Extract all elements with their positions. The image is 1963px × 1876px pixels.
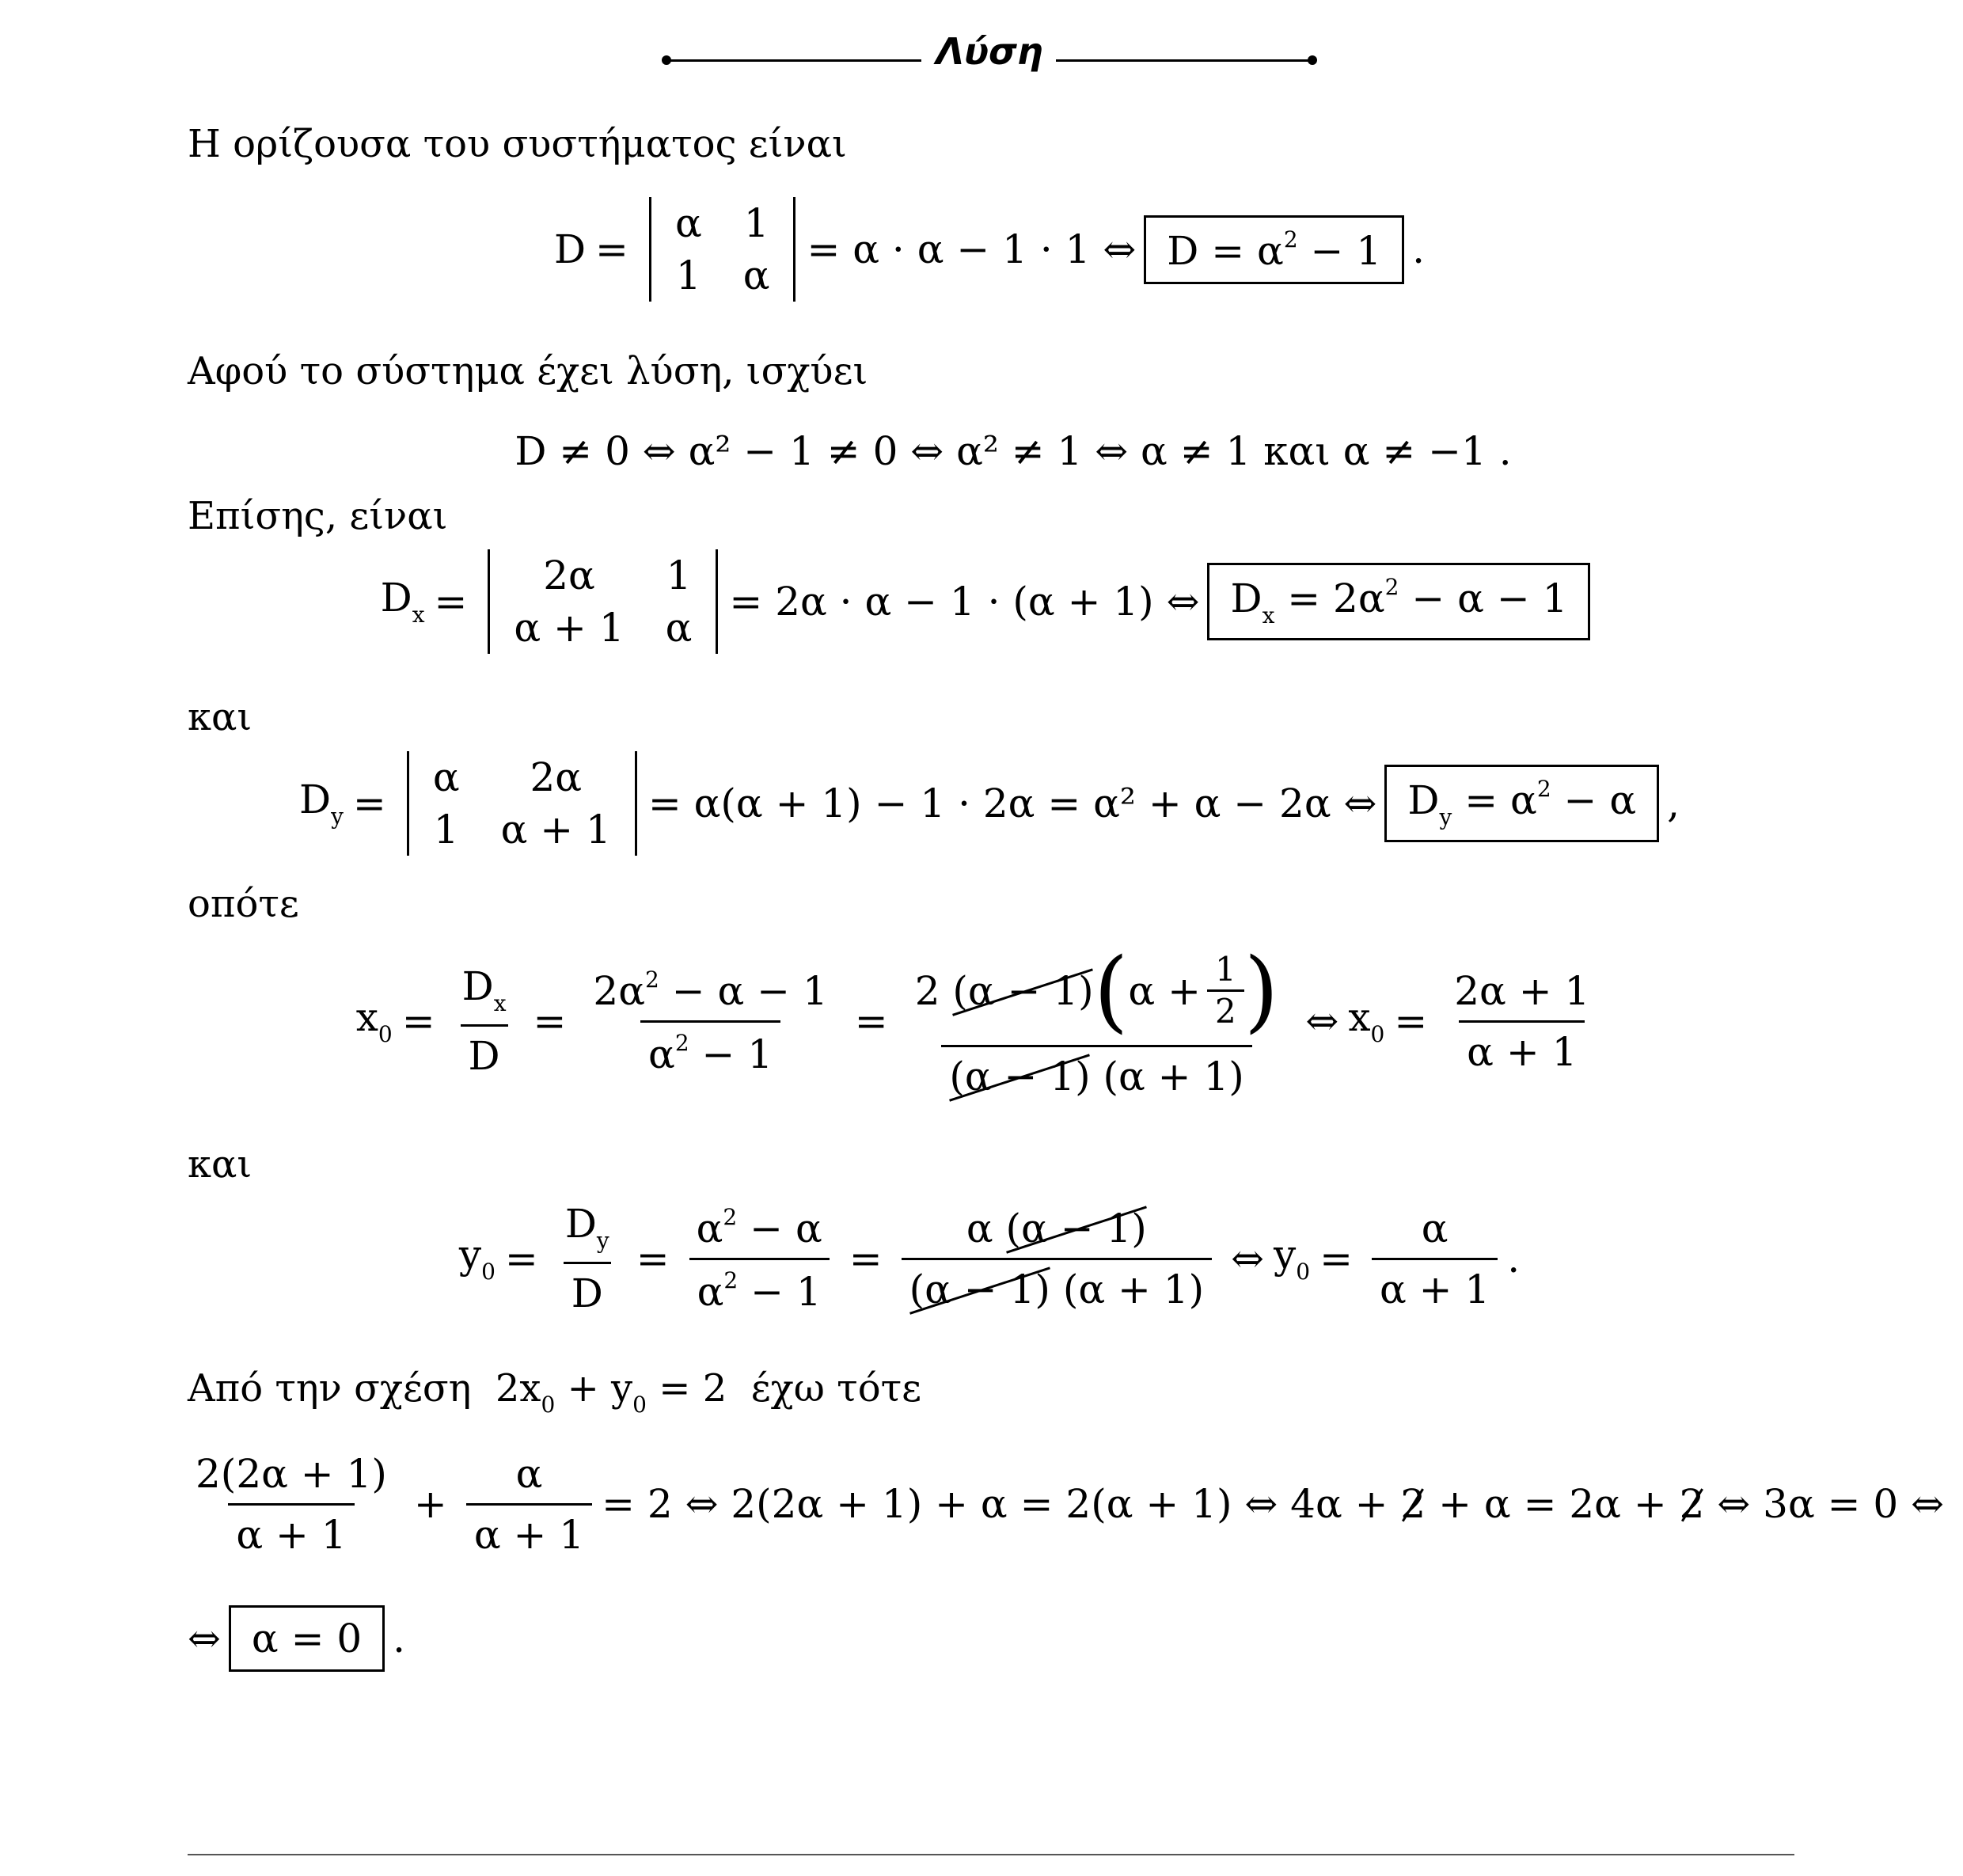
equation-condition: D ≠ 0 ⇔ α² − 1 ≠ 0 ⇔ α² ≠ 1 ⇔ α ≠ 1 και α ≠ −1 . [514, 428, 1512, 474]
fraction-x0-expanded: $\frac{2\alpha^2 - \alpha - 1}{\alpha^2 - 1}$ [593, 966, 828, 1077]
result-box-Dx: $D_x = 2\alpha^2 - \alpha - 1$ [1207, 563, 1590, 640]
fraction-Dx-over-D: $\frac{D_x}{D}$ [454, 966, 514, 1076]
header-title: Λύση [936, 30, 1043, 73]
equation-determinant-Dx: $D_x$ = 2α 1 α + 1 α = 2α · α − 1 · (α + 1) ⇔ $D_x = 2\alpha^2 - \alpha - 1$ [443, 542, 1536, 661]
text-and-2: και [188, 1142, 252, 1187]
header-line-left [666, 59, 921, 62]
fraction-y0-result: $\frac{\alpha}{\alpha + 1}$ [1372, 1209, 1498, 1309]
text-from-relation: Από την σχέση $2x_0 + y_0 = 2$ έχω τότε [188, 1366, 922, 1418]
fraction-term-2: $\frac{\alpha}{\alpha + 1}$ [466, 1454, 592, 1555]
determinant-Dx-matrix: 2α 1 α + 1 α [488, 549, 718, 654]
header-dot-right [1308, 55, 1317, 65]
text-so: οπότε [188, 882, 299, 926]
relation-2x0-y0: $2x_0 + y_0 = 2$ [495, 1366, 727, 1418]
equation-determinant-Dy: $D_y$ = α 2α 1 α + 1 = α(α + 1) − 1 · 2α = α² + α − 2α ⇔ $D_y = \alpha^2 - \alpha$ , [364, 744, 1615, 863]
fraction-y0-expanded: $\frac{\alpha^2 - \alpha}{\alpha^2 - 1}$ [689, 1206, 830, 1312]
cancelled-factor: (α − 1) [949, 1053, 1091, 1099]
text-and-1: και [188, 695, 252, 739]
fraction-x0-result: $\frac{2\alpha + 1}{\alpha + 1}$ [1454, 967, 1590, 1075]
determinant-Dy-matrix: α 2α 1 α + 1 [407, 751, 637, 856]
cancelled-two: 2 [1400, 1481, 1426, 1527]
determinant-D-matrix: α 1 1 α [649, 197, 796, 302]
equation-x0: $x_0$ = $\frac{D_x}{D}$ = $\frac{2\alpha^2 - \alpha - 1}{\alpha^2 - 1}$ = 2 (α − 1) ( α + $\frac{1}{2}$ ) (α − 1) (α + 1) ⇔ $x_0$ = $\frac{2\alpha + 1}{\alpha + 1}$ [443, 926, 1520, 1116]
cancelled-two: 2 [1679, 1481, 1705, 1527]
cancelled-factor: (α − 1) [909, 1266, 1050, 1312]
result-box-Dy: $D_y = \alpha^2 - \alpha$ [1384, 765, 1659, 842]
header-line-right [1056, 59, 1311, 62]
footer-divider [188, 1854, 1794, 1855]
text-also: Επίσης, είναι [188, 494, 448, 538]
result-box-D: $D = \alpha^2 - 1$ [1144, 215, 1404, 284]
equation-y0: $y_0$ = $\frac{D_y}{D}$ = $\frac{\alpha^2 - \alpha}{\alpha^2 - 1}$ = $\frac{\alpha (\alpha - 1)}{(\alpha - 1) (\alpha + 1)}$ ⇔ $y_0$ = $\frac{\alpha}{\alpha + 1}$ . [458, 1201, 1521, 1316]
fraction-one-half: $\frac{1}{2}$ [1207, 953, 1244, 1028]
fraction-x0-factored: 2 (α − 1) ( α + $\frac{1}{2}$ ) (α − 1) (α + 1) [914, 939, 1279, 1099]
text-determinant-intro: Η ορίζουσα του συστήματος είναι [188, 122, 847, 166]
fraction-Dy-over-D: $\frac{D_y}{D}$ [557, 1204, 617, 1313]
equation-determinant-D: D = α 1 1 α = α · α − 1 · 1 ⇔ $D = \alpha^2 - 1$ . [586, 190, 1393, 309]
cancelled-factor: (α − 1) [952, 967, 1094, 1014]
fraction-y0-factored: $\frac{\alpha (\alpha - 1)}{(\alpha - 1) (\alpha + 1)}$ [902, 1209, 1212, 1309]
fraction-term-1: $\frac{2(2\alpha + 1)}{\alpha + 1}$ [196, 1450, 387, 1558]
equation-final-result: ⇔ α = 0 . [188, 1599, 405, 1678]
text-has-solution: Αφού το σύστημα έχει λύση, ισχύει [188, 349, 868, 393]
cancelled-factor: (α − 1) [1005, 1205, 1147, 1251]
equation-solve-alpha: $\frac{2(2\alpha + 1)}{\alpha + 1}$ + $\frac{\alpha}{\alpha + 1}$ = 2 ⇔ 2(2α + 1) + α = 2(α + 1) ⇔ 4α + 2 + α = 2α + 2 ⇔ 3α = 0 ⇔ [188, 1449, 1739, 1559]
result-box-alpha: α = 0 [229, 1605, 385, 1672]
